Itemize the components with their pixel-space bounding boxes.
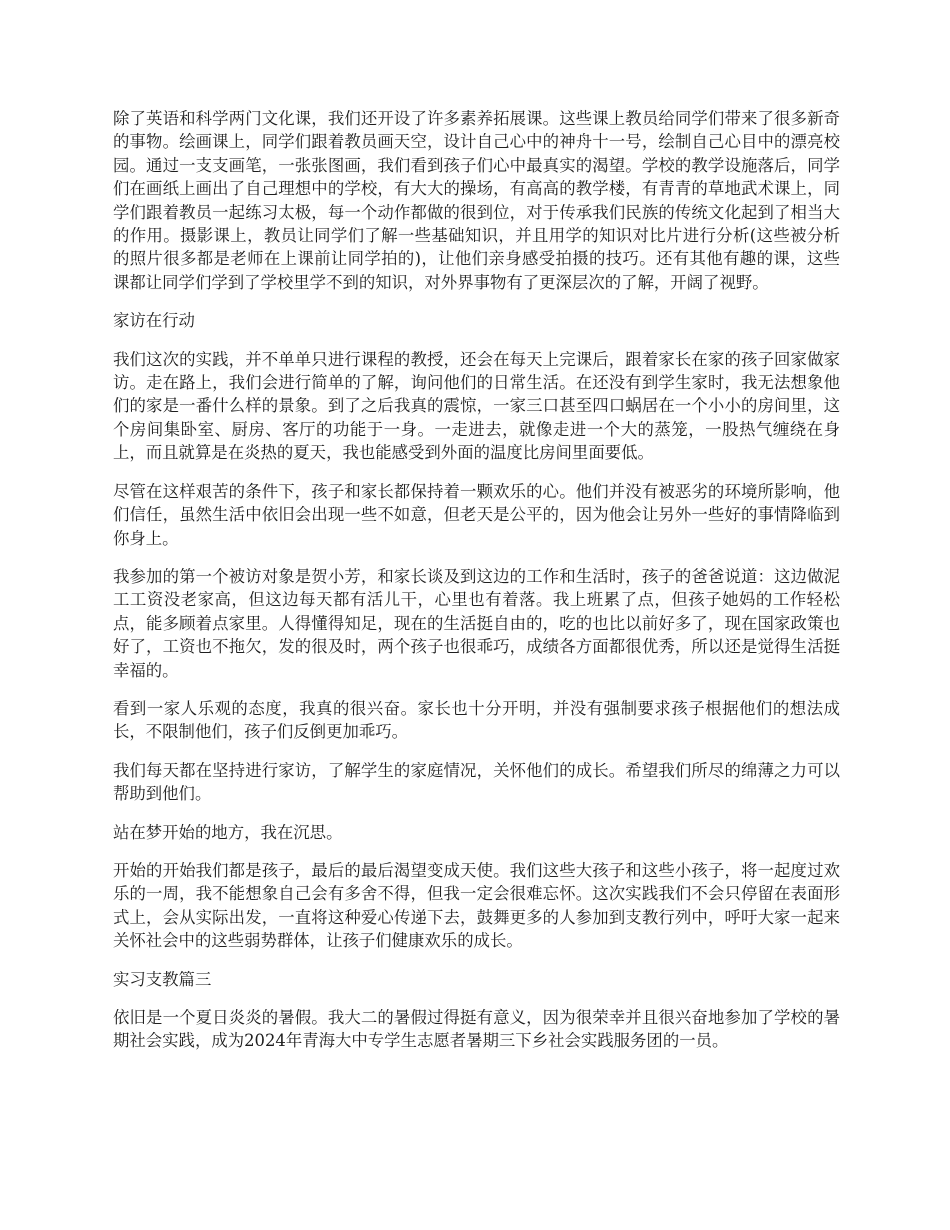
- paragraph-home-visit: 我们这次的实践，并不单单只进行课程的教授，还会在每天上完课后，跟着家长在家的孩子回家做家访。走在路上，我们会进行简单的了解，询问他们的日常生活。在还没有到学生家时，我无法想象他们的家是一番什么样的景象。到了之后我真的震惊，一家三口甚至四口蜗居在一个小小的房间里，这个房间集卧室、厨房、客厅的功能于一身。一走进去，就像走进一个大的蒸笼，一股热气缠绕在身上，而且就算是在炎热的夏天，我也能感受到外面的温度比房间里面要低。: [113, 349, 840, 463]
- paragraph-courses: 除了英语和科学两门文化课，我们还开设了许多素养拓展课。这些课上教员给同学们带来了很多新奇的事物。绘画课上，同学们跟着教员画天空，设计自己心中的神舟十一号，绘制自己心目中的漂亮校园。通过一支支画笔，一张张图画，我们看到孩子们心中最真实的渴望。学校的教学设施落后，同学们在画纸上画出了自己理想中的学校，有大大的操场，有高高的教学楼，有青青的草地武术课上，同学们跟着教员一起练习太极，每一个动作都做的很到位，对于传承我们民族的传统文化起到了相当大的作用。摄影课上，教员让同学们了解一些基础知识，并且用学的知识对比片进行分析(这些被分析的照片很多都是老师在上课前让同学拍的)，让他们亲身感受拍摄的技巧。还有其他有趣的课，这些课都让同学们学到了学校里学不到的知识，对外界事物有了更深层次的了解，开阔了视野。: [113, 109, 840, 292]
- paragraph-reflection: 站在梦开始的地方，我在沉思。: [113, 822, 343, 842]
- document-page: [113, 107, 840, 1068]
- paragraph-summer: 依旧是一个夏日炎炎的暑假。我大二的暑假过得挺有意义，因为很荣幸并且很兴奋地参加了学校的暑期社会实践，成为2024年青海大中专学生志愿者暑期三下乡社会实践服务团的一员。: [113, 1008, 840, 1051]
- paragraph-optimism: 看到一家人乐观的态度，我真的很兴奋。家长也十分开明，并没有强制要求孩子根据他们的想法成长，不限制他们，孩子们反倒更加乖巧。: [113, 698, 840, 742]
- paragraph-hard-conditions: 尽管在这样艰苦的条件下，孩子和家长都保持着一颗欢乐的心。他们并没有被恶劣的环境所影响，他们信任，虽然生活中依旧会出现一些不如意，但老天是公平的，因为他会让另外一些好的事情降临到你身上。: [113, 481, 840, 548]
- paragraph-first-visit: 我参加的第一个被访对象是贺小芳，和家长谈及到这边的工作和生活时，孩子的爸爸说道：这边做泥工工资没老家高，但这边每天都有活儿干，心里也有着落。我上班累了点，但孩子她妈的工作轻松点，能多顾着点家里。人得懂得知足，现在的生活挺自由的，吃的也比以前好多了，现在国家政策也好了，工资也不拖欠，发的很及时，两个孩子也很乖巧，成绩各方面都很优秀，所以还是觉得生活挺幸福的。: [113, 566, 840, 680]
- heading-home-visit: 家访在行动: [113, 311, 195, 331]
- paragraph-closing: 开始的开始我们都是孩子，最后的最后渴望变成天使。我们这些大孩子和这些小孩子，将一起度过欢乐的一周，我不能想象自己会有多舍不得，但我一定会很难忘怀。这次实践我们不会只停留在表面形式上，会从实际出发，一直将这种爱心传递下去，鼓舞更多的人参加到支教行列中，呼吁大家一起来关怀社会中的这些弱势群体，让孩子们健康欢乐的成长。: [113, 860, 840, 951]
- heading-part-three: 实习支教篇三: [113, 969, 212, 989]
- paragraph-daily-visits: 我们每天都在坚持进行家访，了解学生的家庭情况，关怀他们的成长。希望我们所尽的绵薄之力可以帮助到他们。: [113, 760, 840, 804]
